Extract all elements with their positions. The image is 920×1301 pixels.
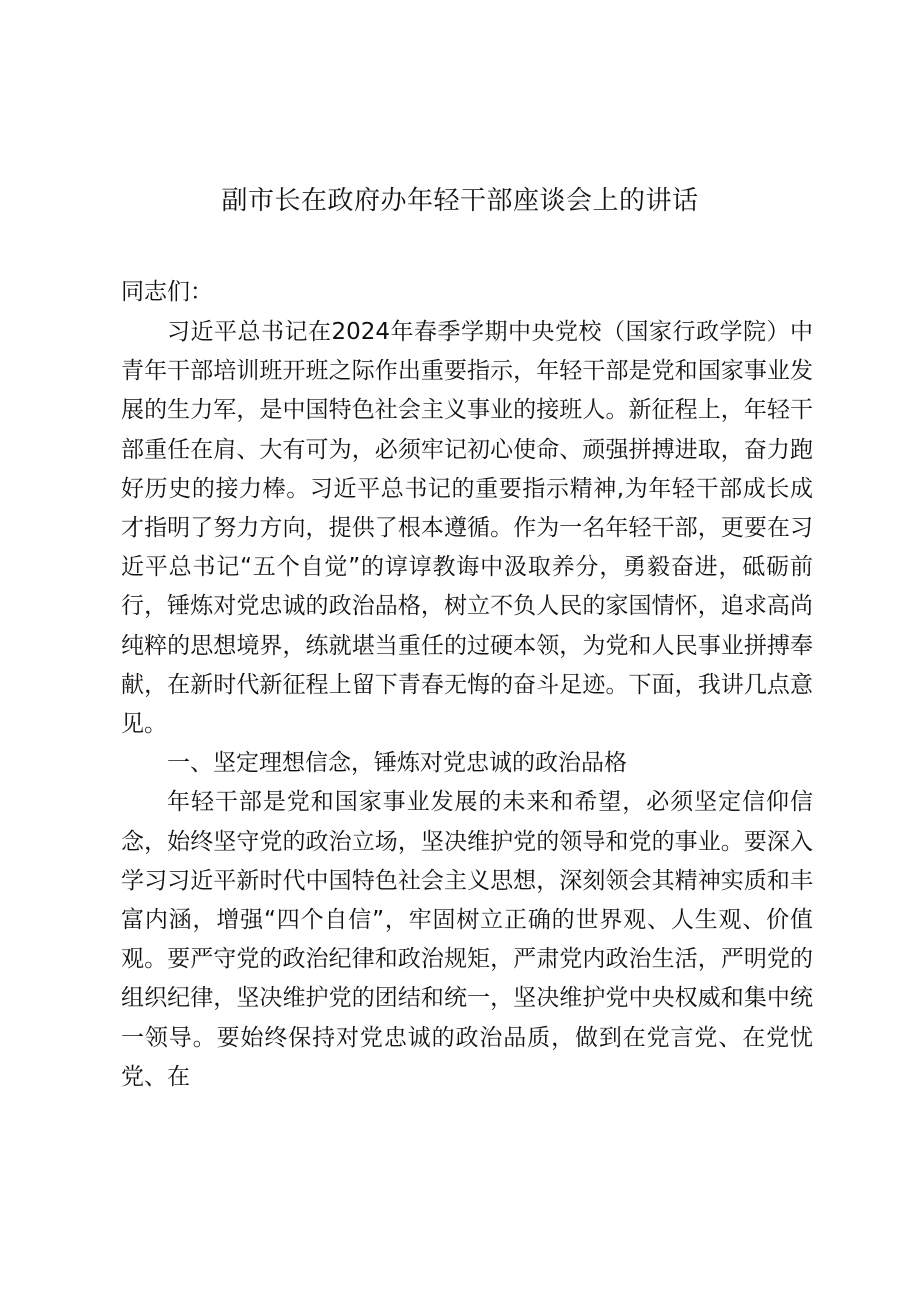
intro-paragraph: 习近平总书记在2024年春季学期中央党校（国家行政学院）中青年干部培训班开班之际作出重要指示，年轻干部是党和国家事业发展的生力军，是中国特色社会主义事业的接班人。新征程上，年轻干部重任在肩、大有可为，必须牢记初心使命、顽强拼搏进取，奋力跑好历史的接力棒。习近平总书记的重要指示精神,为年轻干部成长成才指明了努力方向，提供了根本遵循。作为一名年轻干部，更要在习近平总书记“五个自觉”的谆谆教诲中汲取养分，勇毅奋进，砥砺前行，锤炼对党忠诚的政治品格，树立不负人民的家国情怀，追求高尚纯粹的思想境界，练就堪当重任的过硬本领，为党和人民事业拼搏奉献，在新时代新征程上留下青春无悔的奋斗足迹。下面，我讲几点意见。 — [121, 319, 813, 738]
section-paragraph: 年轻干部是党和国家事业发展的未来和希望，必须坚定信仰信念，始终坚守党的政治立场，坚决维护党的领导和党的事业。要深入学习习近平新时代中国特色社会主义思想，深刻领会其精神实质和丰富内涵，增强“四个自信”，牢固树立正确的世界观、人生观、价值观。要严守党的政治纪律和政治规矩，严肃党内政治生活，严明党的组织纪律，坚决维护党的团结和统一，坚决维护党中央权威和集中统一领导。要始终保持对党忠诚的政治品质，做到在党言党、在党忧党、在 — [121, 789, 813, 1090]
salutation: 同志们： — [121, 279, 213, 305]
section-heading: 一、坚定理想信念，锤炼对党忠诚的政治品格 — [167, 750, 627, 777]
document-body — [121, 313, 813, 1097]
document-title: 副市长在政府办年轻干部座谈会上的讲话 — [221, 186, 699, 216]
